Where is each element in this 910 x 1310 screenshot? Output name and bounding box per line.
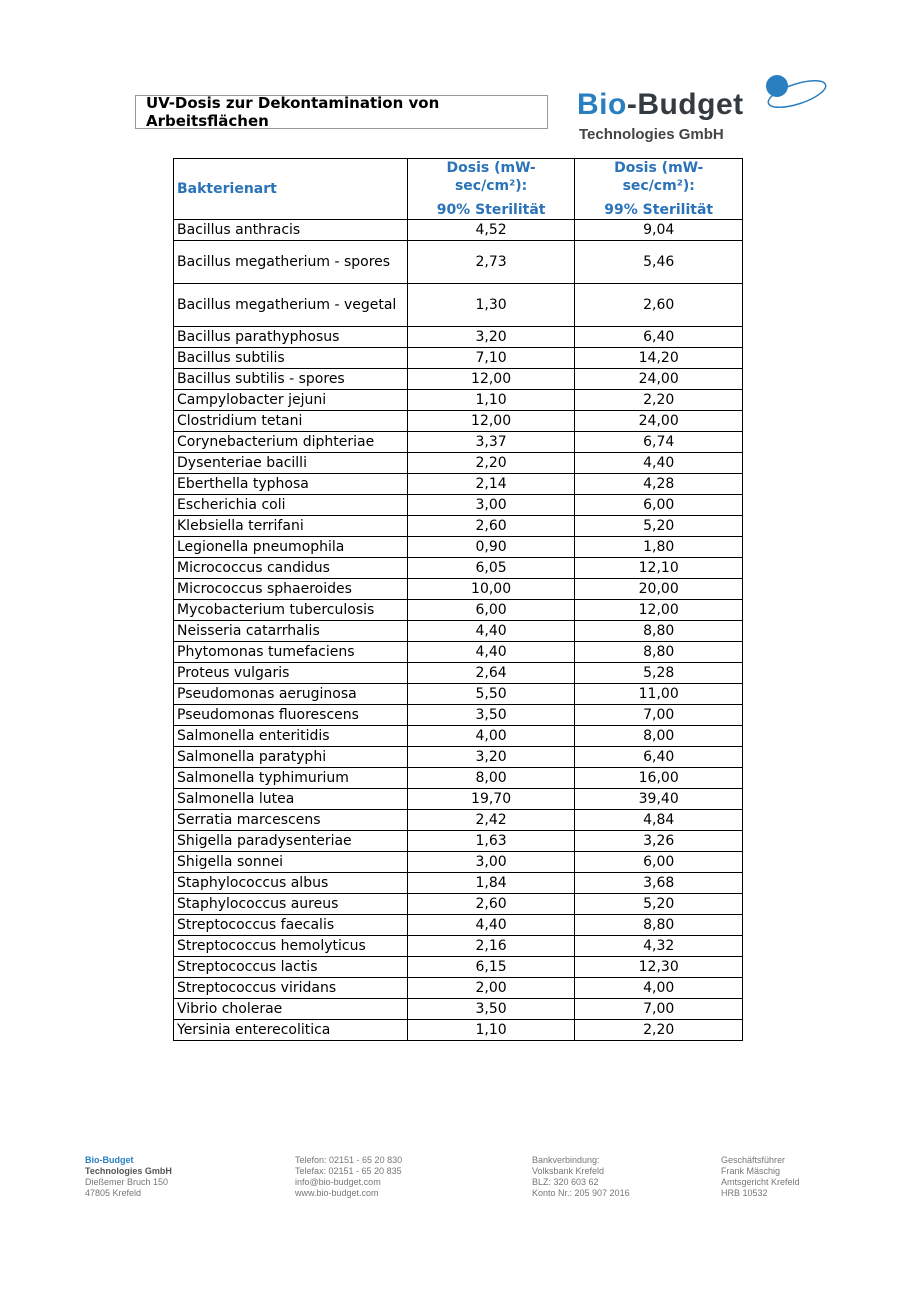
column-header-dose-99-unit: Dosis (mW-sec/cm²): bbox=[614, 160, 704, 194]
dose-90-cell: 6,15 bbox=[407, 957, 575, 978]
species-cell: Clostridium tetani bbox=[174, 411, 408, 432]
species-cell: Micrococcus sphaeroides bbox=[174, 579, 408, 600]
species-cell: Streptococcus viridans bbox=[174, 978, 408, 999]
table-row bbox=[174, 369, 743, 390]
dose-90-cell: 2,00 bbox=[407, 978, 575, 999]
footer-manager-name: Frank Mäschig bbox=[721, 1166, 781, 1176]
species-cell: Serratia marcescens bbox=[174, 810, 408, 831]
species-cell: Salmonella paratyphi bbox=[174, 747, 408, 768]
footer-company-subtitle: Technologies GmbH bbox=[85, 1166, 172, 1176]
species-cell: Micrococcus candidus bbox=[174, 558, 408, 579]
species-cell: Neisseria catarrhalis bbox=[174, 621, 408, 642]
dose-90-cell: 4,52 bbox=[407, 220, 575, 241]
dose-99-cell: 6,40 bbox=[575, 747, 743, 768]
table-row bbox=[174, 327, 743, 348]
uv-dose-table bbox=[173, 158, 743, 1041]
dose-99-cell: 8,80 bbox=[575, 621, 743, 642]
table-row bbox=[174, 579, 743, 600]
dose-99-cell: 6,00 bbox=[575, 852, 743, 873]
species-cell: Pseudomonas aeruginosa bbox=[174, 684, 408, 705]
page-footer bbox=[85, 1155, 825, 1215]
dose-99-cell: 24,00 bbox=[575, 411, 743, 432]
dose-90-cell: 12,00 bbox=[407, 411, 575, 432]
table-row bbox=[174, 474, 743, 495]
dose-90-cell: 12,00 bbox=[407, 369, 575, 390]
document-title bbox=[135, 95, 548, 129]
table-row bbox=[174, 852, 743, 873]
table-row bbox=[174, 621, 743, 642]
species-cell: Dysenteriae bacilli bbox=[174, 453, 408, 474]
table-row bbox=[174, 726, 743, 747]
footer-email: info@bio-budget.com bbox=[295, 1177, 381, 1187]
species-cell: Shigella sonnei bbox=[174, 852, 408, 873]
species-cell: Streptococcus lactis bbox=[174, 957, 408, 978]
dose-90-cell: 6,05 bbox=[407, 558, 575, 579]
logo-brand-part2: -Budget bbox=[626, 88, 744, 121]
dose-90-cell: 2,20 bbox=[407, 453, 575, 474]
dose-90-cell: 1,30 bbox=[407, 284, 575, 327]
species-cell: Klebsiella terrifani bbox=[174, 516, 408, 537]
dose-90-cell: 0,90 bbox=[407, 537, 575, 558]
table-row bbox=[174, 453, 743, 474]
logo-wordmark bbox=[577, 88, 744, 122]
dose-99-cell: 4,28 bbox=[575, 474, 743, 495]
dose-90-cell: 2,60 bbox=[407, 516, 575, 537]
footer-bank-name: Volksbank Krefeld bbox=[532, 1166, 605, 1176]
species-cell: Yersinia enterecolitica bbox=[174, 1020, 408, 1041]
footer-company-name: Bio-Budget bbox=[85, 1155, 134, 1165]
dose-99-cell: 7,00 bbox=[575, 999, 743, 1020]
dose-99-cell: 24,00 bbox=[575, 369, 743, 390]
dose-99-cell: 12,00 bbox=[575, 600, 743, 621]
species-cell: Shigella paradysenteriae bbox=[174, 831, 408, 852]
dose-90-cell: 4,00 bbox=[407, 726, 575, 747]
dose-90-cell: 1,10 bbox=[407, 390, 575, 411]
table-row bbox=[174, 747, 743, 768]
dose-90-cell: 4,40 bbox=[407, 621, 575, 642]
dose-90-cell: 2,16 bbox=[407, 936, 575, 957]
company-logo bbox=[577, 72, 837, 152]
dose-99-cell: 6,40 bbox=[575, 327, 743, 348]
species-cell: Escherichia coli bbox=[174, 495, 408, 516]
species-cell: Legionella pneumophila bbox=[174, 537, 408, 558]
table-row bbox=[174, 978, 743, 999]
species-cell: Proteus vulgaris bbox=[174, 663, 408, 684]
footer-court: Amtsgericht Krefeld bbox=[721, 1177, 800, 1187]
species-cell: Salmonella typhimurium bbox=[174, 768, 408, 789]
species-cell: Vibrio cholerae bbox=[174, 999, 408, 1020]
species-cell: Pseudomonas fluorescens bbox=[174, 705, 408, 726]
table-row bbox=[174, 768, 743, 789]
dose-99-cell: 4,32 bbox=[575, 936, 743, 957]
species-cell: Streptococcus hemolyticus bbox=[174, 936, 408, 957]
dose-99-cell: 14,20 bbox=[575, 348, 743, 369]
dose-99-cell: 2,20 bbox=[575, 390, 743, 411]
table-row bbox=[174, 831, 743, 852]
dose-99-cell: 3,26 bbox=[575, 831, 743, 852]
footer-company-city: 47805 Krefeld bbox=[85, 1188, 142, 1198]
table-row bbox=[174, 390, 743, 411]
table-row bbox=[174, 558, 743, 579]
table-row bbox=[174, 348, 743, 369]
logo-globe-icon bbox=[759, 72, 831, 116]
dose-90-cell: 4,40 bbox=[407, 915, 575, 936]
table-row bbox=[174, 957, 743, 978]
table-row bbox=[174, 284, 743, 327]
dose-99-cell: 8,80 bbox=[575, 915, 743, 936]
dose-99-cell: 9,04 bbox=[575, 220, 743, 241]
dose-90-cell: 2,73 bbox=[407, 241, 575, 284]
footer-contact bbox=[295, 1155, 402, 1199]
footer-bank-account: Konto Nr.: 205 907 2016 bbox=[532, 1188, 630, 1198]
table-row bbox=[174, 684, 743, 705]
column-header-dose-99 bbox=[575, 159, 743, 220]
table-row bbox=[174, 642, 743, 663]
table-row bbox=[174, 999, 743, 1020]
dose-90-cell: 3,20 bbox=[407, 747, 575, 768]
footer-bank bbox=[532, 1155, 630, 1199]
table-row bbox=[174, 789, 743, 810]
dose-90-cell: 5,50 bbox=[407, 684, 575, 705]
species-cell: Campylobacter jejuni bbox=[174, 390, 408, 411]
dose-99-cell: 4,84 bbox=[575, 810, 743, 831]
dose-90-cell: 3,00 bbox=[407, 852, 575, 873]
dose-90-cell: 6,00 bbox=[407, 600, 575, 621]
table-row bbox=[174, 600, 743, 621]
logo-brand-part1: Bio bbox=[577, 88, 627, 121]
dose-90-cell: 2,42 bbox=[407, 810, 575, 831]
dose-90-cell: 8,00 bbox=[407, 768, 575, 789]
dose-99-cell: 12,10 bbox=[575, 558, 743, 579]
column-header-species: Bakterienart bbox=[174, 159, 408, 220]
dose-99-cell: 2,60 bbox=[575, 284, 743, 327]
dose-99-cell: 6,74 bbox=[575, 432, 743, 453]
column-header-dose-99-label: 99% Sterilität bbox=[604, 202, 714, 218]
dose-90-cell: 19,70 bbox=[407, 789, 575, 810]
species-cell: Bacillus megatherium - vegetal bbox=[174, 284, 408, 327]
dose-99-cell: 12,30 bbox=[575, 957, 743, 978]
dose-90-cell: 4,40 bbox=[407, 642, 575, 663]
dose-99-cell: 20,00 bbox=[575, 579, 743, 600]
species-cell: Bacillus anthracis bbox=[174, 220, 408, 241]
species-cell: Staphylococcus albus bbox=[174, 873, 408, 894]
dose-90-cell: 1,84 bbox=[407, 873, 575, 894]
dose-99-cell: 6,00 bbox=[575, 495, 743, 516]
footer-fax: Telefax: 02151 - 65 20 835 bbox=[295, 1166, 402, 1176]
dose-99-cell: 7,00 bbox=[575, 705, 743, 726]
dose-90-cell: 3,20 bbox=[407, 327, 575, 348]
table-row bbox=[174, 915, 743, 936]
footer-bank-title: Bankverbindung: bbox=[532, 1155, 600, 1165]
species-cell: Corynebacterium diphteriae bbox=[174, 432, 408, 453]
footer-company bbox=[85, 1155, 172, 1199]
species-cell: Phytomonas tumefaciens bbox=[174, 642, 408, 663]
table-row bbox=[174, 810, 743, 831]
column-header-dose-90-label: 90% Sterilität bbox=[436, 202, 546, 218]
species-cell: Mycobacterium tuberculosis bbox=[174, 600, 408, 621]
dose-90-cell: 1,63 bbox=[407, 831, 575, 852]
footer-management bbox=[721, 1155, 800, 1199]
dose-99-cell: 5,28 bbox=[575, 663, 743, 684]
species-cell: Streptococcus faecalis bbox=[174, 915, 408, 936]
species-cell: Bacillus megatherium - spores bbox=[174, 241, 408, 284]
species-cell: Staphylococcus aureus bbox=[174, 894, 408, 915]
footer-hrb: HRB 10532 bbox=[721, 1188, 768, 1198]
dose-99-cell: 8,80 bbox=[575, 642, 743, 663]
dose-99-cell: 3,68 bbox=[575, 873, 743, 894]
dose-99-cell: 5,46 bbox=[575, 241, 743, 284]
table-row bbox=[174, 936, 743, 957]
table-row bbox=[174, 220, 743, 241]
table-header-row bbox=[174, 159, 743, 220]
species-cell: Eberthella typhosa bbox=[174, 474, 408, 495]
document-title-text: UV-Dosis zur Dekontamination von Arbeitsflächen bbox=[146, 94, 440, 130]
column-header-dose-90 bbox=[407, 159, 575, 220]
footer-phone: Telefon: 02151 - 65 20 830 bbox=[295, 1155, 403, 1165]
species-cell: Salmonella lutea bbox=[174, 789, 408, 810]
table-row bbox=[174, 411, 743, 432]
dose-99-cell: 4,40 bbox=[575, 453, 743, 474]
footer-management-title: Geschäftsführer bbox=[721, 1155, 786, 1165]
table-body bbox=[174, 220, 743, 1041]
table-row bbox=[174, 663, 743, 684]
dose-90-cell: 10,00 bbox=[407, 579, 575, 600]
dose-90-cell: 7,10 bbox=[407, 348, 575, 369]
species-cell: Bacillus parathyphosus bbox=[174, 327, 408, 348]
dose-90-cell: 3,00 bbox=[407, 495, 575, 516]
dose-99-cell: 11,00 bbox=[575, 684, 743, 705]
dose-99-cell: 4,00 bbox=[575, 978, 743, 999]
dose-99-cell: 8,00 bbox=[575, 726, 743, 747]
dose-99-cell: 16,00 bbox=[575, 768, 743, 789]
logo-subtitle: Technologies GmbH bbox=[579, 126, 724, 143]
dose-90-cell: 3,50 bbox=[407, 705, 575, 726]
table-row bbox=[174, 1020, 743, 1041]
table-row bbox=[174, 241, 743, 284]
dose-90-cell: 3,37 bbox=[407, 432, 575, 453]
table-row bbox=[174, 432, 743, 453]
dose-99-cell: 1,80 bbox=[575, 537, 743, 558]
dose-99-cell: 5,20 bbox=[575, 894, 743, 915]
dose-90-cell: 3,50 bbox=[407, 999, 575, 1020]
species-cell: Bacillus subtilis bbox=[174, 348, 408, 369]
footer-company-street: Dießemer Bruch 150 bbox=[85, 1177, 169, 1187]
dose-90-cell: 1,10 bbox=[407, 1020, 575, 1041]
table-row bbox=[174, 495, 743, 516]
footer-bank-blz: BLZ: 320 603 62 bbox=[532, 1177, 599, 1187]
table-row bbox=[174, 873, 743, 894]
dose-90-cell: 2,60 bbox=[407, 894, 575, 915]
dose-99-cell: 5,20 bbox=[575, 516, 743, 537]
table-row bbox=[174, 894, 743, 915]
table-row bbox=[174, 516, 743, 537]
table-row bbox=[174, 537, 743, 558]
dose-90-cell: 2,64 bbox=[407, 663, 575, 684]
footer-website: www.bio-budget.com bbox=[295, 1188, 379, 1198]
dose-99-cell: 2,20 bbox=[575, 1020, 743, 1041]
species-cell: Salmonella enteritidis bbox=[174, 726, 408, 747]
dose-99-cell: 39,40 bbox=[575, 789, 743, 810]
dose-90-cell: 2,14 bbox=[407, 474, 575, 495]
species-cell: Bacillus subtilis - spores bbox=[174, 369, 408, 390]
table-row bbox=[174, 705, 743, 726]
column-header-dose-90-unit: Dosis (mW-sec/cm²): bbox=[446, 160, 536, 194]
